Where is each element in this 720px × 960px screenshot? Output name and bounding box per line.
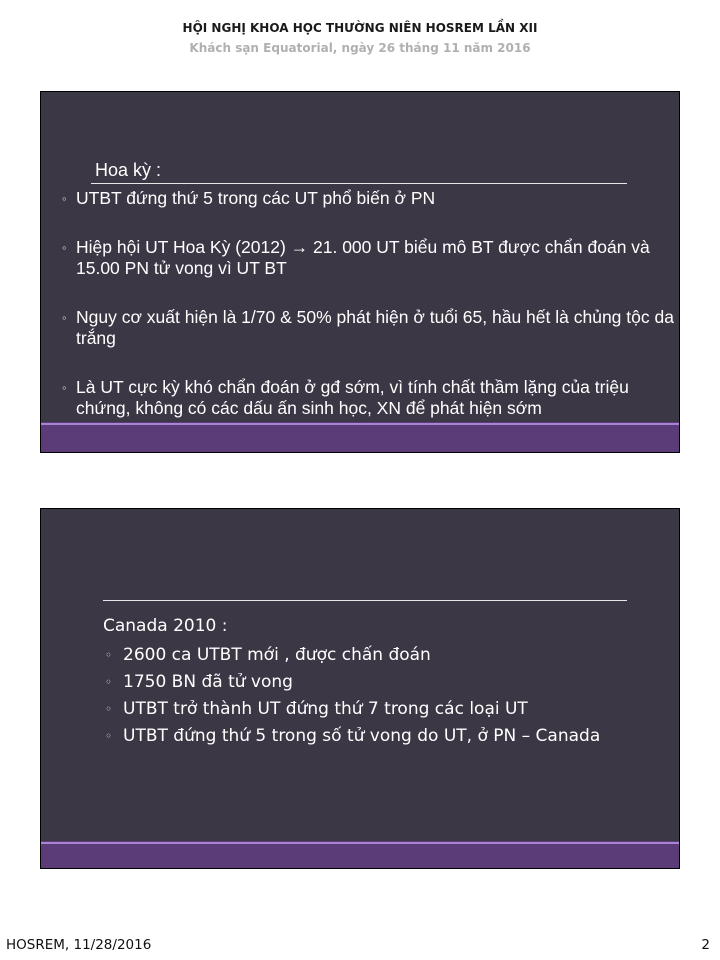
- slide-1-bullet-list: [62, 188, 677, 447]
- list-item: [62, 377, 677, 419]
- list-item: [105, 723, 665, 750]
- bullet-icon: ◦: [105, 675, 113, 689]
- slide-2-heading: Canada 2010 :: [103, 616, 228, 636]
- slide-1-footer-band: [41, 422, 679, 452]
- bullet-icon: ◦: [105, 702, 113, 716]
- footer-label: HOSREM, 11/28/2016: [6, 937, 152, 953]
- list-item-text: UTBT đứng thứ 5 trong các UT phổ biến ở PN: [76, 188, 436, 208]
- list-item-text: Hiệp hội UT Hoa Kỳ (2012) → 21. 000 UT biểu mô BT được chẩn đoán và 15.00 PN tử vong vì UT BT: [76, 237, 650, 278]
- list-item-text: 1750 BN đã tử vong: [123, 672, 293, 692]
- list-item: [105, 669, 665, 696]
- bullet-icon: ◦: [62, 380, 67, 395]
- slide-1-heading: Hoa kỳ :: [95, 160, 162, 180]
- slide-1-title-rule: [91, 183, 627, 184]
- list-item: [105, 642, 665, 669]
- list-item-text: UTBT trở thành UT đứng thứ 7 trong các loại UT: [123, 699, 528, 719]
- slide-2-band-highlight: [41, 842, 679, 844]
- slide-2-footer-band: [41, 841, 679, 869]
- page-number: 2: [701, 937, 710, 953]
- list-item-text: Nguy cơ xuất hiện là 1/70 & 50% phát hiện ở tuổi 65, hầu hết là chủng tộc da trắng: [76, 307, 674, 348]
- list-item-text: Là UT cực kỳ khó chẩn đoán ở gđ sớm, vì tính chất thầm lặng của triệu chứng, không có các dấu ấn sinh học, XN để phát hiện sớm: [76, 377, 629, 418]
- conference-subtitle: Khách sạn Equatorial, ngày 26 tháng 11 năm 2016: [189, 41, 531, 55]
- list-item: [62, 188, 677, 209]
- conference-title: HỘI NGHỊ KHOA HỌC THƯỜNG NIÊN HOSREM LẦN XII: [182, 21, 538, 35]
- bullet-icon: ◦: [62, 240, 67, 255]
- slide-2-bullet-list: [105, 642, 665, 750]
- bullet-icon: ◦: [105, 648, 113, 662]
- bullet-icon: ◦: [62, 191, 67, 206]
- list-item: [105, 696, 665, 723]
- list-item-text: UTBT đứng thứ 5 trong số tử vong do UT, ở PN – Canada: [123, 726, 601, 746]
- slide-1: [40, 91, 680, 453]
- slide-2: [40, 508, 680, 869]
- slide-1-band-highlight: [41, 423, 679, 425]
- bullet-icon: ◦: [105, 729, 113, 743]
- list-item: [62, 237, 677, 279]
- list-item-text: 2600 ca UTBT mới , được chấn đoán: [123, 645, 431, 665]
- list-item: [62, 307, 677, 349]
- bullet-icon: ◦: [62, 310, 67, 325]
- slide-2-title-rule: [103, 600, 627, 601]
